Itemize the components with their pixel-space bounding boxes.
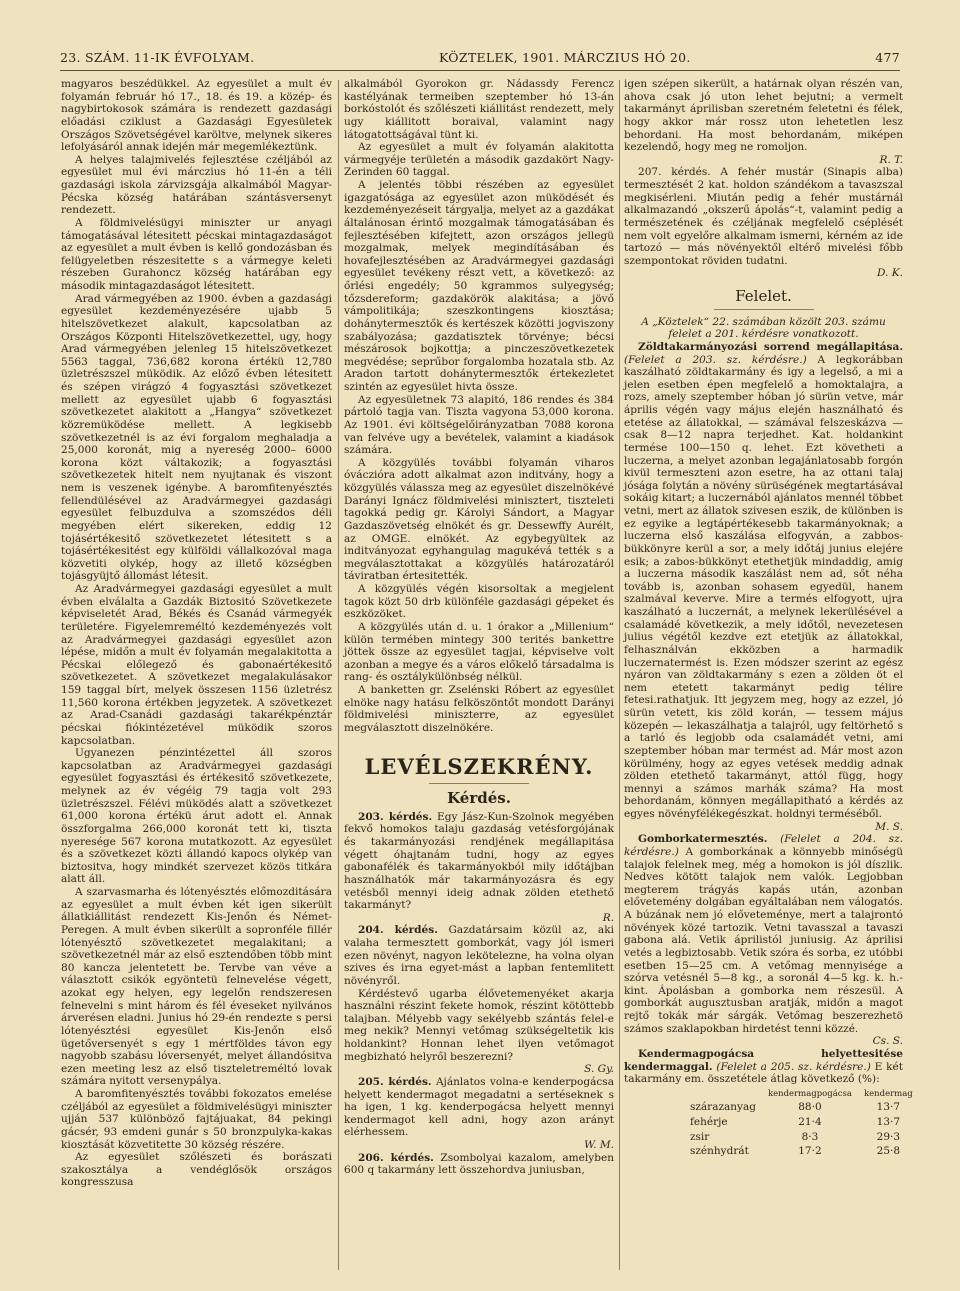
signature: W. M. (584, 1139, 614, 1151)
table-header-row (684, 1088, 919, 1101)
answer-text: A legkorábban kaszálható zöldtakarmány és igy a legelső, a mi a jelen esetben épen megfelelő a homoktalajra, a rozs, amely szeptember hóban jó sürün vetve, már április végén vagy május elején használható és etetése az állatokkal, — számával felszeskázva — csak 8—12 napra terjedhet. Kat. holdankint termése 100—150 q. lehet. Ezt követheti a luczerna, a melyet azonban legajánlatosabb forgón kivül termeszteni azon esetre, ha az ottani talaj jósága folytán a növény sürüségének megtartásával sokáig kitart; a luczernából ajánlatos mennél többet vetni, mert az állatok szivesen eszik, de különben is ez egyike a legtápértékesebb takarmányoknak; a luczerna első kaszálása elfogyván, a zabbos-bükkönyre kerül a sor, a mely időtáj junius elejére esik; a zabos-bükkönyt etethetjük mindaddig, amig a luczerna második kaszálást nem ad, sőt néha tovább is, azonban sohasem egyedül, hanem szalmával keverve. Mire a termés elfogyott, ujra kaszálható a luczernát, a melynek lekerülésével a csalamádé következik, a mely időtől, nevezetesen julius végétől kezdve ezt etetjük az állatokkal, felhasználván ekközben a harmadik luczernatermést is. Ezen módszer szerint az egész nyáron van zöldtakarmány s ezen a zölden öt el nem etetett takarmányt pedig télire fetesi.rathatjuk. Itt jegyzem meg, hogy az ezzel, jó sürün vetett, kis zöld korán, — tessem május közepén — lekaszálhatja a talajról, ugy feltörhető s a tarló és legjobb oda csalamádét vetni, ami szeptember hóban mar termést ad. Már most azon körülmény, hogy az egyes vetések meddig adnak zölden etethető takarmányt, attól függ, hogy mennyi a számos marhák száma? Ha most behordanám, könnyen megállapitható a kérdés az egyes növényfélékegészkat. holdnyi terméséből. (624, 353, 903, 820)
answer-reference: (Felelet a 204. sz. kérdésre.) (624, 833, 904, 858)
paragraph: A banketten gr. Zselénski Róbert az egyesület elnöke nagy hatásu felköszöntőt mondott Darányi földmivelési miniszterre, az egyesület megválasztott diszelnökére. (344, 684, 614, 734)
question-text: Ajánlatos volna-e kenderpogácsa helyett kendermagot megadatni a sertéseknek s ha igen, 1 kg. kenderpogácsa helyett mennyi kendermagot kell adni, hogy azon arányt elérhessem. (344, 1075, 614, 1139)
paragraph: A jelentés többi részében az egyesület igazgatósága az egyesület azon müködését és kezdeményezéseit tárgyalja, melyet az a gazdákat általánosan érintő mozgalmak támogatásában és fejlesztésében kifejtett, azon országos jellegü mozgalmak, melyek megindításában és hovafejlesztésében az Aradvármegyei gazdasági egyesület tevékeny részt vett, a következő: az őrlési engedély; 50 kgrammos sulyegység; tőzsdereform; gazdakörök alakitása; a jövő vámpolitikája; szeszkontingens kiosztása; dohánytermesztők és kertészek közötti jogviszony szabályozása; gazdatisztek törvénye; bécsi mészárosok bojkottja; a pinczeszövetkezetek megvédése; seprűbor forgalomba hozatala stb. Az Aradon tartott dohánytermesztők értekezletet szintén az egyesület hivta össze. (344, 179, 614, 393)
table-cell: fehérje (690, 1116, 728, 1128)
table-cell: 8·3 (801, 1130, 819, 1143)
answer-reference: (Felelet a 203. sz. kérdésre.) (624, 353, 807, 366)
editor-note: A „Köztelek“ 22. számában közölt 203. számu felelet a 201. kérdésre vonatkozott. (641, 315, 886, 341)
answer-item (624, 1048, 903, 1086)
answer-heading: Gomborkatermesztés. (638, 833, 768, 846)
question-item (344, 811, 614, 912)
signature: R. (602, 911, 614, 924)
table-cell: 13·7 (876, 1101, 901, 1114)
paragraph: A szarvasmarha és lótenyésztés előmozditására az egyesület a mult évben két igen sikerült állatkiállitást rendezett Kis-Jenőn és Német-Peregen. A mult évben sikerült a sopronféle fillér lótenyésztő szövetkezetet megalakitani; a szövetkezetnél már az első esztendőben több mint 80 kancza jelentetett be. Tervbe van véve a választott csikók egyöntetü felnevelése végett, azokat egy helyen, egy legelőn rendszeresen felnevelni s mint három és fél éveseket nyilvános árverésen eladni. Junius hó 29-én rendezte s persi lótenyésztési egyesület Kis-Jenőn első ügetőversenyét s egy 1 mértföldes távon egy nagyobb szabásu lóversenyét, melyet állandósitva ezen meeting lesz az első tiszteletreméltó lovak számára nyitott versenypálya. (61, 886, 332, 1088)
answer-item (624, 341, 903, 821)
paragraph: Az egyesületnek 73 alapitó, 186 rendes és 384 pártoló tagja van. Tiszta vagyona 53,000 korona. Az 1901. évi költségelőirányzatban 7088 korona van felvéve ugy a bevételek, valamint a kiadások számára. (344, 393, 614, 457)
signature: R. T. (879, 153, 903, 166)
table-header: kendermagpogácsa (767, 1088, 852, 1099)
section-subtitle: Kérdés. (447, 789, 511, 808)
table-cell: 17·2 (798, 1145, 822, 1158)
table-row (684, 1100, 919, 1115)
table-cell: szárazanyag (690, 1101, 756, 1114)
question-text: Zsombolyai kazalom, amelyben 600 q takarmány lett összehordva juniusban, (344, 1151, 614, 1177)
paragraph: Ugyanezen pénzintézettel áll szoros kapcsolatban az Aradvármegyei gazdasági egyesület fogyasztási és értékesitő szövetkezete, melynek az év végéig 79 tagja volt 293 üzletrészszel. Félévi müködés alatt a szövetkezet 61,000 korona értékü árut adott el. Annak összforgalma 266,000 koronát tett ki, tiszta nyeresége 567 korona mutatkozott. Az egyesület és a szövetkezet közti állandó kapocs olykép van biztositva, hogy mindkét szervezet közös titkára alatt áll. (61, 747, 332, 886)
issue-number: 23. SZÁM. 11-IK ÉVFOLYAM. (60, 50, 255, 65)
divider (429, 783, 529, 784)
table-cell: zsir (690, 1130, 710, 1143)
column-rule (619, 80, 620, 1270)
answer-reference: (Felelet a 205. sz. kérdésre.) (716, 1060, 871, 1073)
table-row (684, 1115, 919, 1130)
paragraph: Az Aradvármegyei gazdasági egyesület a mult évben elválalta a Gazdák Biztositó Szövetkezete képviseletét Arad, Békés és Csanád vármegyék területére. Figyelemreméltó kezdeményezés volt az Aradvármegyei gazdasági egyesület azon lépése, midőn a mult év folyamán megalakitotta a Pécskai előlegező és gabonaértékesitő szövetkezetet. A szövetkezet megalakulásakor 159 taggal bírt, melyek összesen 1156 üzletrész 11,560 korona értékben jegyzetek. A szövetkezet az Arad-Csanádi gazdasági takarékpénztár pécskai fiókintézetével müködik szoros kapcsolatban. (61, 583, 332, 747)
column-rule (338, 80, 339, 1270)
paragraph: A közgyülés után d. u. 1 órakor a „Millenium“ külön termében mintegy 300 terités bankettre jöttek össze az egyesület tagjai, képviselve volt azonban a megye és a város előkelő társadalma is rang- és osztálykülönbség nélkül. (344, 620, 614, 684)
question-text: Egy Jász-Kun-Szolnok megyében fekvő homokos talaju gazdaság vetésforgójának és takarmányozási rendjének megállapitása végett óhajtanám tudni, hogy az egyes gabonafélék és takarmányokból mily időtájban használhatók már takarmányozásra és egy vetésből mennyi ideig adnak zölden etethető takarmányt? (344, 810, 614, 912)
column-1 (61, 78, 332, 1273)
paragraph: Az egyesület szőlészeti és borászati szakosztálya a vendéglősök országos kongresszusa (61, 1151, 332, 1189)
question-item (344, 924, 614, 987)
signature: S. Gy. (584, 1063, 614, 1076)
divider (714, 309, 814, 310)
table-cell: 21·4 (798, 1116, 822, 1128)
table-row (684, 1130, 919, 1145)
paragraph: alkalmából Gyorokon gr. Nádassdy Ferencz kastélyának termeiben szeptember hó 13-án borkóstolót és szőlészeti kiállitást rendezett, mely ugy kiállitott boraival, valamint nagy látogatottságával tünt ki. (344, 78, 614, 141)
question-number: 205. kérdés. (358, 1075, 432, 1088)
answers-title: Felelet. (735, 287, 792, 305)
answer-text: A gomborkának a könnyebb minőségü talajok felelnek meg, még a homokon is jól díszlik. Nedves kötött talajok nem valók. Legjobban megterem trágyás kapás után, azonban elővetemény dolgában egyáltalában nem válogatós. A búzának nem jó előveteménye, mert a talajrontó növények közé tartozik. Vetni tavasszal a tavaszi gabona alá. Vetik áprilistól juniusig. Az áprilisi vetés a legbiztosabb. Vetik szóra és sorba, ez utóbbi esetben 15—25 cm. A vetőmag mennyisége a szórva vetésnél 5—8 kg., a soronál 4—5 kg. k. h.-kint. Ápolásban a gomborka nem részesül. A gomborkát augusztusban aratják, midőn a magot rejtő tokák már sárgák. Vetőmag beszerezhetö számos szaklapokban hirdetést tenni közzé. (624, 845, 903, 1035)
composition-table (684, 1088, 919, 1159)
question-number: 203. kérdés. (358, 810, 433, 823)
page-number: 477 (875, 50, 900, 65)
table-cell: szénhydrát (690, 1145, 749, 1158)
paragraph: magyaros beszédükkel. Az egyesület a mult év folyamán február hó 17., 18. és 19. a közép- és nagybirtokosok számára is rendezett gazdasági előadási cziklust a Gazdasági Egyesületek Országos Szövetségével karöltve, melynek sikeres lefolyásáról annak idején már megemlékeztünk. (61, 78, 332, 154)
question-number: 204. kérdés. (358, 924, 438, 937)
table-header: kendermag (863, 1088, 913, 1099)
table-cell: 25·8 (876, 1145, 901, 1158)
table-row (684, 1144, 919, 1159)
paragraph: A baromfitenyésztés további fokozatos emelése czéljából az egyesület a földmivelésügyi miniszter ujján 537 különböző fajtájuakat, 84 pekingi gácsér, 93 emdeni gunár s 50 bronzpulyka-kakas kiosztását közvetitette 30 község részére. (61, 1088, 332, 1151)
table-header (684, 1088, 762, 1101)
column-3 (624, 78, 913, 1273)
paragraph: 207. kérdés. A fehér mustár (Sinapis alba) termesztését 2 kat. holdon szándékom a tavaszszal megkisérleni. Miután pedig a fehér mustárnál alkalmazandó „okszerű ápolás“-t, valamint pedig a természetének és czéljának megfelelő cséplését nem volt egyelőre alkalmam ismerni, kérném az ide tartozó — más növényektől eltérő mivelési főbb szempontokat röviden tudatni. (624, 166, 903, 267)
table-cell: 13·7 (876, 1116, 901, 1128)
signature: Cs. S. (872, 1035, 903, 1048)
paragraph: A földmivelésügyi miniszter ur anyagi támogatásával létesitett pécskai mintagazdaságot az egyesület a mult évben is kellő gondozásban és felügyeletben részesitette s a vármegye keleti részeben Gurahoncz község határában egy második mintagazdaságot létesitett. (61, 216, 332, 292)
answer-heading: Kendermagpogácsa helyettesitése kendermaggal. (624, 1047, 903, 1073)
table-cell: 88·0 (798, 1101, 822, 1114)
paragraph: igen szépen sikerült, a határnak olyan részén van, ahova csak jó uton lehet bejutni; a vermelt takarmányt áprilisban szeretném feletetni és félek, hogy akkor már rossz uton lehetetlen lesz behordani. Ha most behordanám, miképen kezelendő, hogy meg ne romoljon. (624, 78, 903, 154)
answer-item (624, 833, 903, 1035)
section-title: LEVÉLSZEKRÉNY. (364, 753, 594, 779)
paragraph: Az egyesület a mult év folyamán alakitotta vármegyéje területén a második gazdakört Nagy-Zerinden 60 taggal. (344, 141, 614, 179)
table-cell: 29·3 (876, 1130, 901, 1143)
question-item (344, 988, 614, 1064)
page-header (60, 44, 900, 71)
question-item (344, 1076, 614, 1139)
question-number: 206. kérdés. (358, 1151, 434, 1164)
publication-date: KÖZTELEK, 1901. MÁRCZIUS HÓ 20. (438, 50, 691, 65)
question-text: Gazdatársaim közül az, aki valaha termesztett gomborkát, vagy jól ismeri ezen növényt, nagyon lekötelezne, ha volna olyan szives és irna egyet-mást a lapban fentemlitett növényről. (344, 924, 614, 987)
answer-heading: Zöldtakarmányozási sorrend megállapitása. (638, 340, 903, 353)
question-item (344, 1152, 614, 1177)
paragraph: A közgyülés végén kisorsoltak a megjelent tagok közt 50 drb különféle gazdasági gépeket és eszközöket. (344, 583, 614, 621)
column-2 (344, 78, 614, 1273)
paragraph: A helyes talajmivelés fejlesztése czéljából az egyesület mul évi márczius hó 11-én a téli gazdasági iskola zárvizsgája alkalmából Magyar-Pécska község határában szántásversenyt rendezett. (61, 153, 332, 217)
answer-text: E két takarmány em. összetétele átlag következő (%): (624, 1060, 903, 1086)
signature: M. S. (875, 820, 903, 833)
question-text: Kérdéstevő ugarba élővetemenyéket akarja használni részint fekete homok, részint kötöttebb talajban. Mélyebb vagy sekélyebb szántás felel-e meg nekik? Mennyi vetőmag szükségeltetik kis holdankint? Honnan lehet ilyen vetőmagot megbizható helyről beszerezni? (344, 987, 614, 1063)
signature: D. K. (876, 267, 903, 280)
paragraph: A közgyülés további folyamán viharos óváczióra adott alkalmat azon inditvány, hogy a közgyülés válassza meg az egyesület diszelnökévé Darányi Ignácz földmivelési minisztert, tiszteleti tagokká pedig gr. Károlyi Sándort, a Magyar Gazdaszövetség elnökét és gr. Dessewffy Aurélt, az OMGE. elnökét. Az egybegyültek az inditványozat egyhangulag magukévá tették s a megválasztottakat a közgyülés határozatáról táviratban értesitették. (344, 456, 614, 583)
paragraph: Arad vármegyében az 1900. évben a gazdasági egyesület kezdeményezésére ujabb 5 hitelszövetkezet alakult, kapcsolatban az Országos Központi Hitelszövetkezettel, ugy, hogy Arad vármegyében jelenleg 15 hitelszövetkezet 5563 taggal, 736,682 korona értékü 12,780 üzletrészszel müködik. Az előző évben létesitett és szépen virágzó 4 fogyasztási szövetkezet mellett az egyesület ujabb 6 fogyasztási szövetkezetet alakitott a „Hangya“ szövetkezet közremüködése mellett. A legkisebb szövetkezetnél is az évi forgalom meghaladja a 25,000 koronát, mig a nyereség 2000– 6000 korona közt váltakozik; a fogyasztási szövetkezetek hitelt nem nyujtanak és viszont nem is veszenek igénybe. A baromfitenyésztés fellendülésével az Aradvármegyei gazdasági egyesület felbuzdulva a szomszédos déli megyében elért sikereken, eddig 12 tojásértékesitő szövetkezetet létesitett s a tojásértékesitést egy külföldi vállalkozóval maga közvetiti olykép, hogy az illető községben tojásgyüjtő állomást létesit. (61, 292, 332, 583)
